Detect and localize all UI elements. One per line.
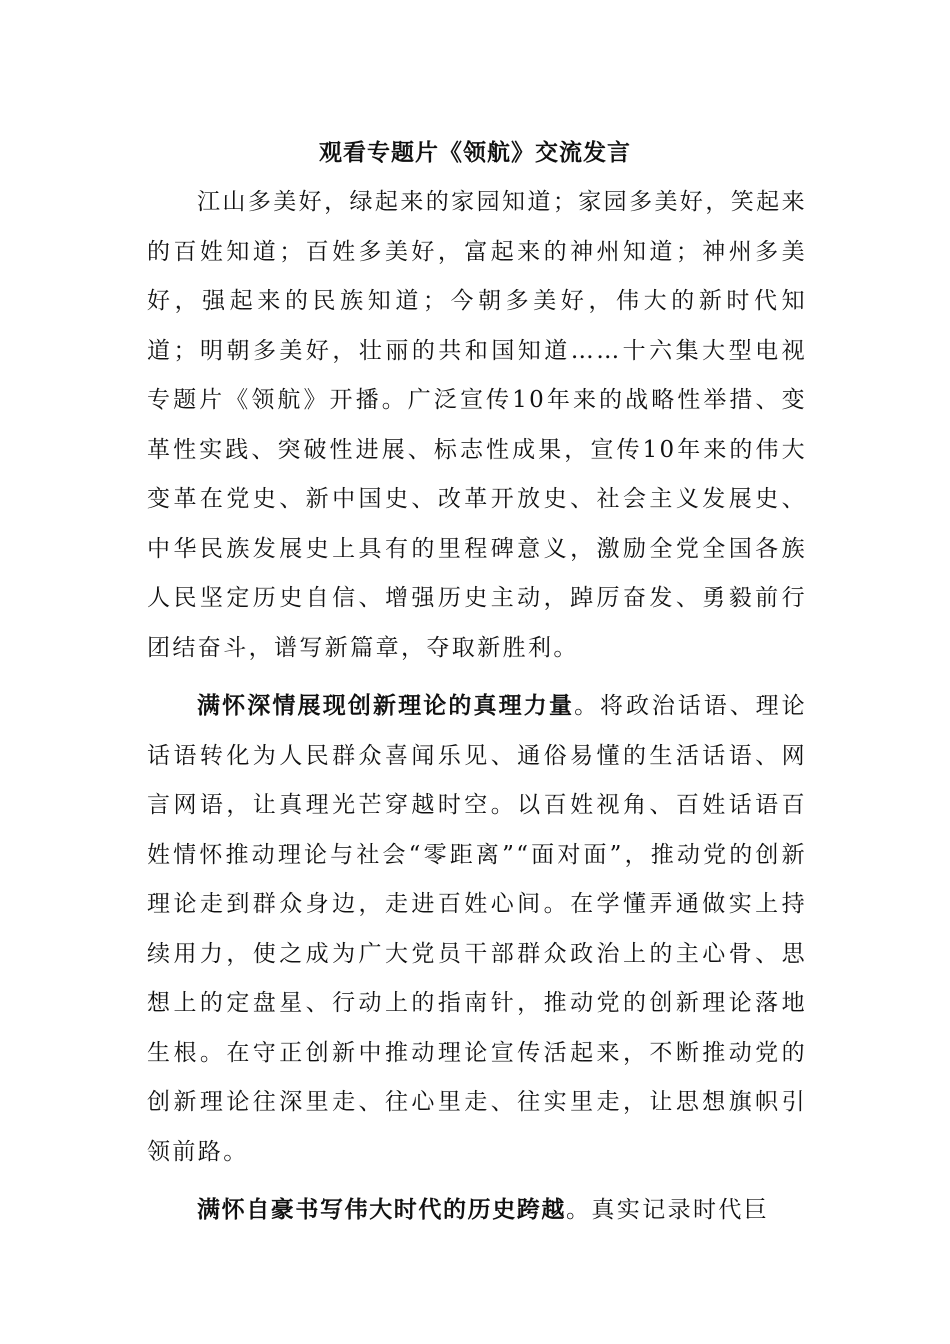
- paragraph-era: [147, 1186, 807, 1236]
- paragraph-theory: [147, 682, 807, 1177]
- document-body: [147, 178, 807, 1236]
- paragraph-text: 江山多美好，绿起来的家园知道；家园多美好，笑起来的百姓知道；百姓多美好，富起来的神州知道；神州多美好，强起来的民族知道；今朝多美好，伟大的新时代知道；明朝多美好，壮丽的共和国知道……十六集大型电视专题片《领航》开播。广泛宣传10年来的战略性举措、变革性实践、突破性进展、标志性成果，宣传10年来的伟大变革在党史、新中国史、改革开放史、社会主义发展史、中华民族发展史上具有的里程碑意义，激励全党全国各族人民坚定历史自信、增强历史主动，踔厉奋发、勇毅前行团结奋斗，谱写新篇章，夺取新胜利。: [147, 189, 807, 661]
- paragraph-lead-heading: 满怀深情展现创新理论的真理力量: [197, 693, 575, 719]
- paragraph-lead-heading: 满怀自豪书写伟大时代的历史跨越: [197, 1197, 566, 1223]
- paragraph-text: 。将政治话语、理论话语转化为人民群众喜闻乐见、通俗易懂的生活话语、网言网语，让真理光芒穿越时空。以百姓视角、百姓话语百姓情怀推动理论与社会“零距离”“面对面”，推动党的创新理论走到群众身边，走进百姓心间。在学懂弄通做实上持续用力，使之成为广大党员干部群众政治上的主心骨、思想上的定盘星、行动上的指南针，推动党的创新理论落地生根。在守正创新中推动理论宣传活起来，不断推动党的创新理论往深里走、往心里走、往实里走，让思想旗帜引领前路。: [147, 693, 808, 1165]
- paragraph-text: 。真实记录时代巨: [566, 1197, 770, 1223]
- document-title: 观看专题片《领航》交流发言: [319, 140, 631, 166]
- paragraph-intro: [147, 178, 807, 673]
